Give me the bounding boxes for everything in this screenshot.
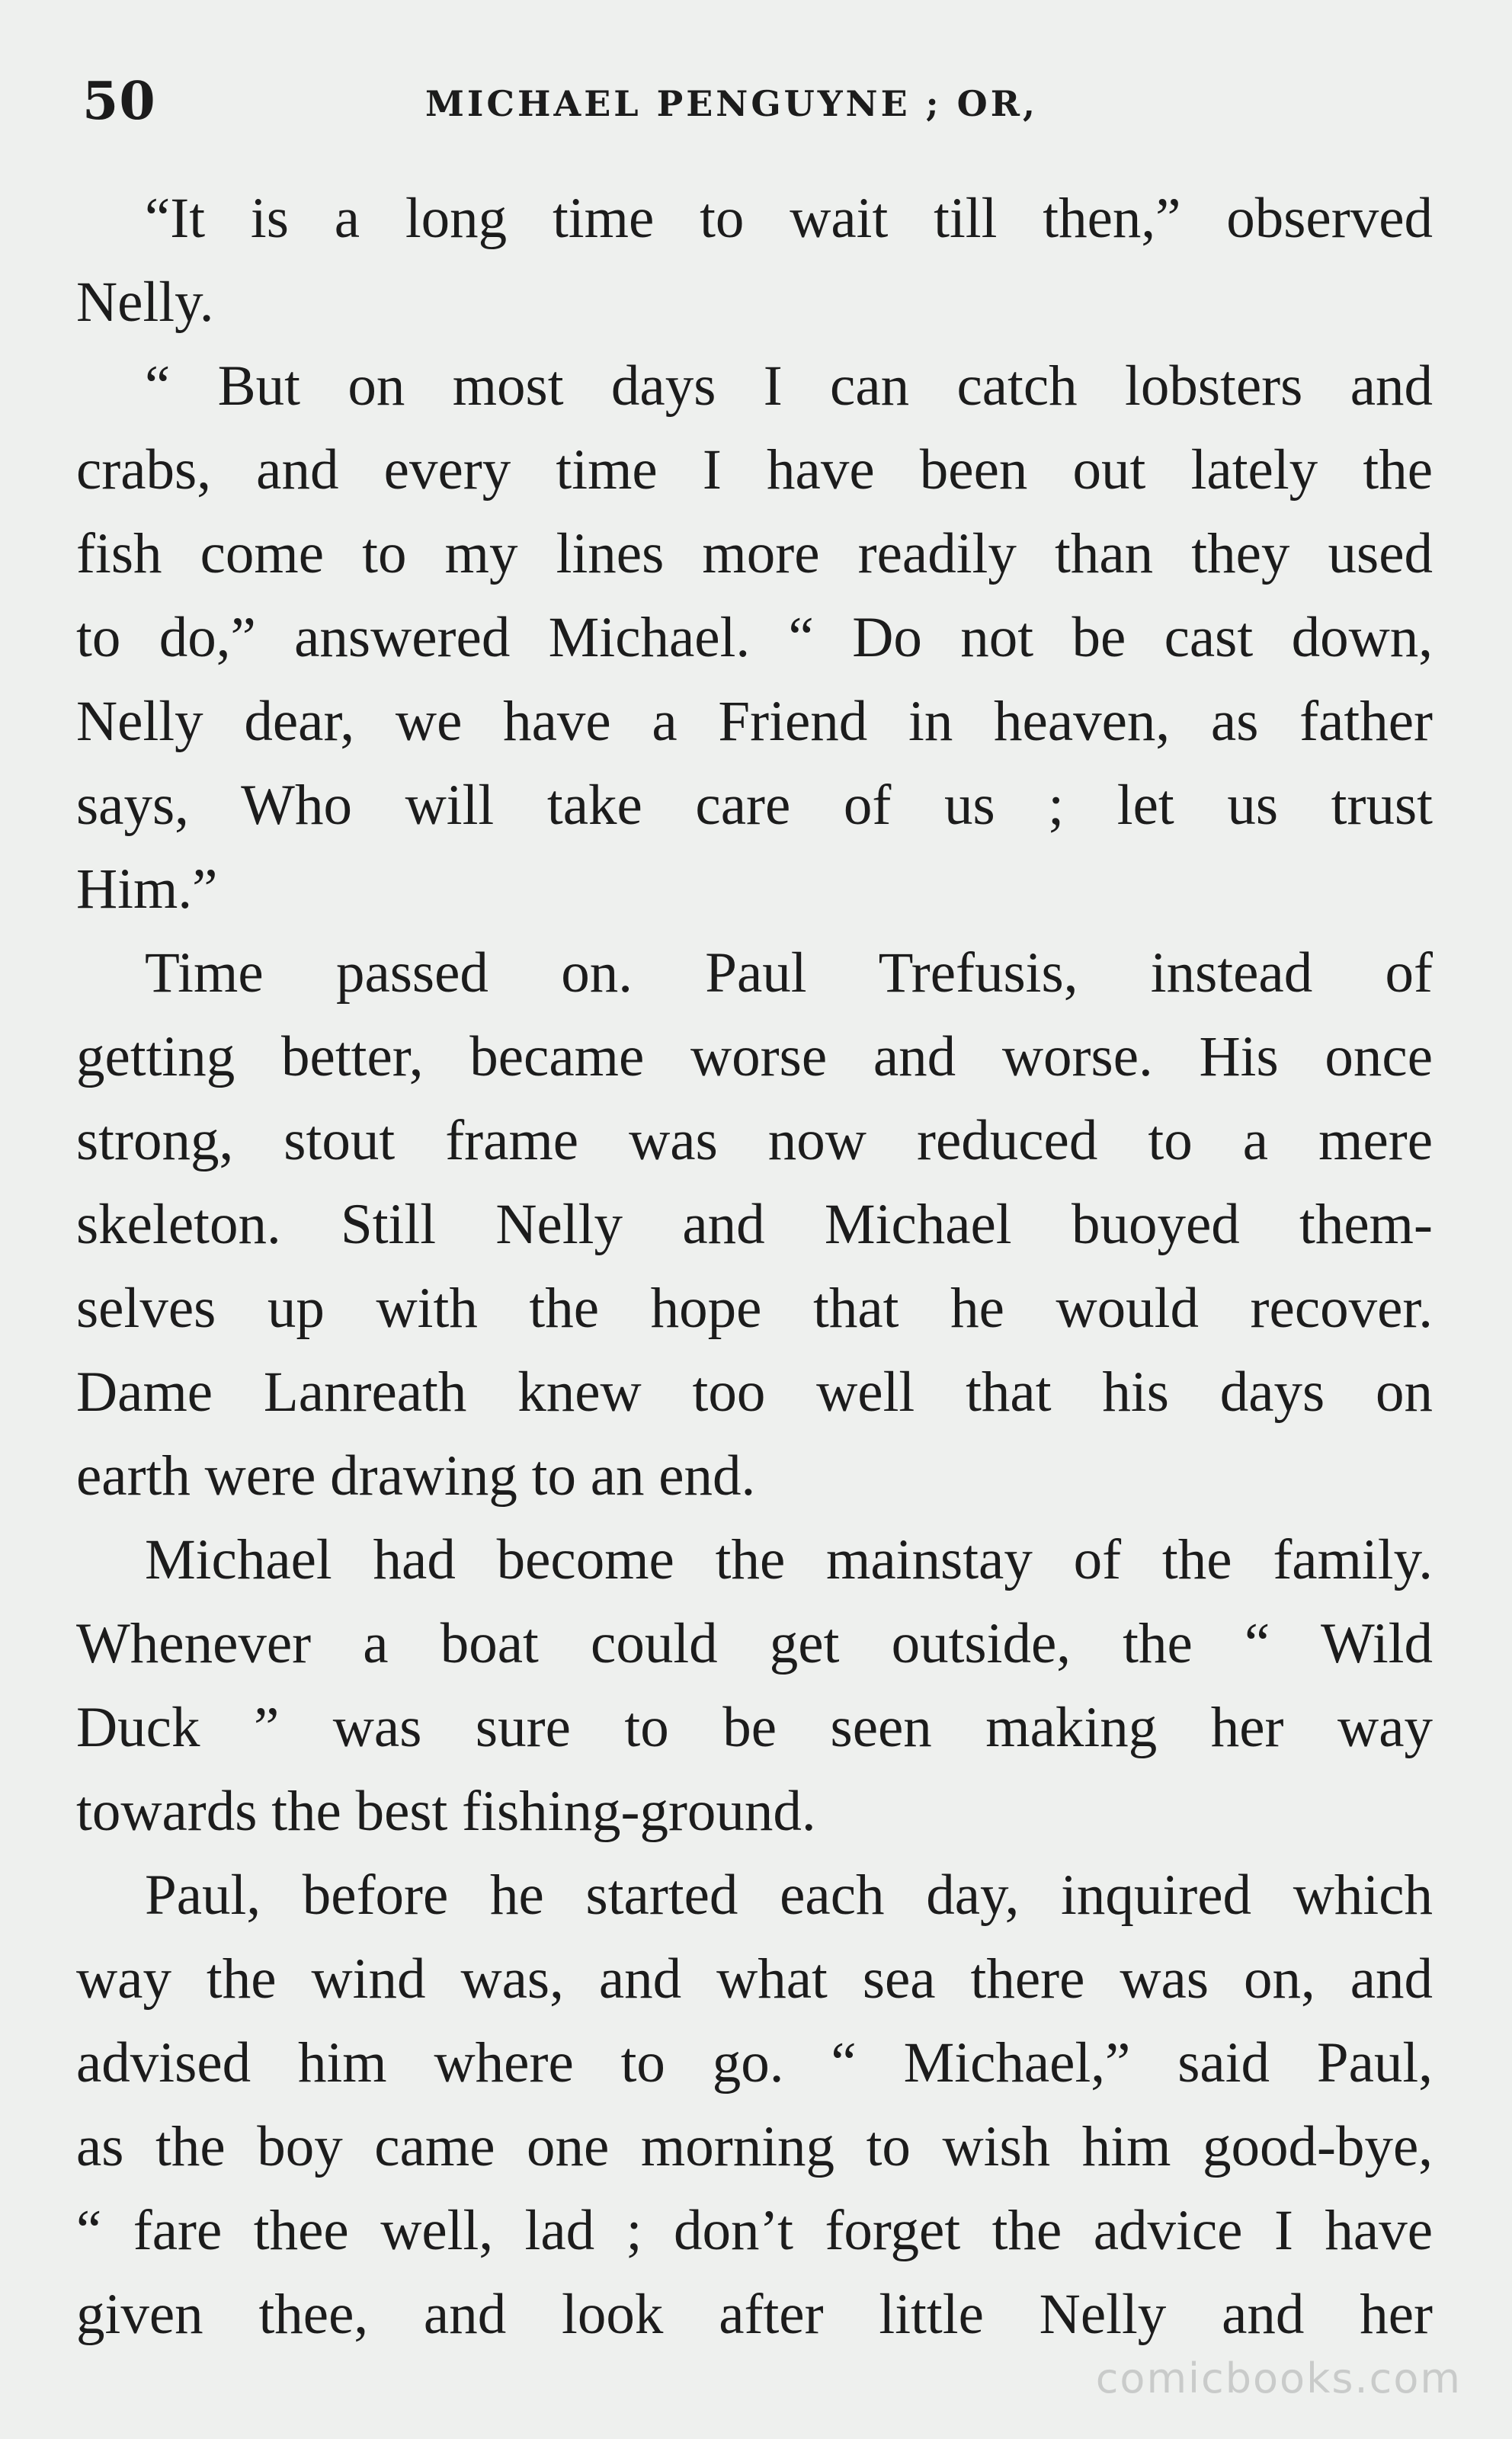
text-line: earth were drawing to an end. (76, 1444, 756, 1508)
page-header (82, 67, 1439, 136)
text-line: advised him where to go. “ Michael,” said Paul, (76, 2031, 1433, 2094)
text-line: “It is a long time to wait till then,” observed (145, 187, 1433, 250)
text-line: Time passed on. Paul Trefusis, instead of (145, 941, 1433, 1005)
text-line: Duck ” was sure to be seen making her way (76, 1696, 1433, 1759)
text-line: to do,” answered Michael. “ Do not be cast down, (76, 606, 1433, 669)
body-text (76, 177, 1433, 2357)
text-line: selves up with the hope that he would recover. (76, 1277, 1433, 1340)
text-line: Nelly dear, we have a Friend in heaven, as father (76, 690, 1433, 753)
text-line: towards the best fishing-ground. (76, 1780, 816, 1843)
text-line: Dame Lanreath knew too well that his days on (76, 1361, 1433, 1424)
text-line: Him.” (76, 857, 218, 921)
text-line: way the wind was, and what sea there was on, and (76, 1947, 1433, 2011)
site-watermark: comicbooks.com (1095, 2354, 1462, 2402)
text-line: given thee, and look after little Nelly and her (76, 2283, 1433, 2346)
text-line: Michael had become the mainstay of the family. (145, 1528, 1433, 1591)
running-title: MICHAEL PENGUYNE ; OR, (425, 83, 1038, 124)
text-line: “ fare thee well, lad ; don’t forget the advice I have (76, 2199, 1433, 2262)
text-line: Nelly. (76, 271, 214, 334)
text-line: says, Who will take care of us ; let us trust (76, 774, 1433, 837)
text-line: skeleton. Still Nelly and Michael buoyed them- (76, 1193, 1433, 1256)
text-line: crabs, and every time I have been out lately the (76, 438, 1433, 502)
text-line: getting better, became worse and worse. His once (76, 1025, 1433, 1088)
text-line: Paul, before he started each day, inquired which (145, 1864, 1433, 1927)
text-line: strong, stout frame was now reduced to a mere (76, 1109, 1433, 1172)
text-line: fish come to my lines more readily than they used (76, 522, 1433, 585)
text-line: as the boy came one morning to wish him good-bye, (76, 2115, 1433, 2178)
text-line: Whenever a boat could get outside, the “ Wild (76, 1612, 1433, 1675)
page-number: 50 (82, 71, 156, 132)
text-line: “ But on most days I can catch lobsters and (145, 354, 1433, 418)
